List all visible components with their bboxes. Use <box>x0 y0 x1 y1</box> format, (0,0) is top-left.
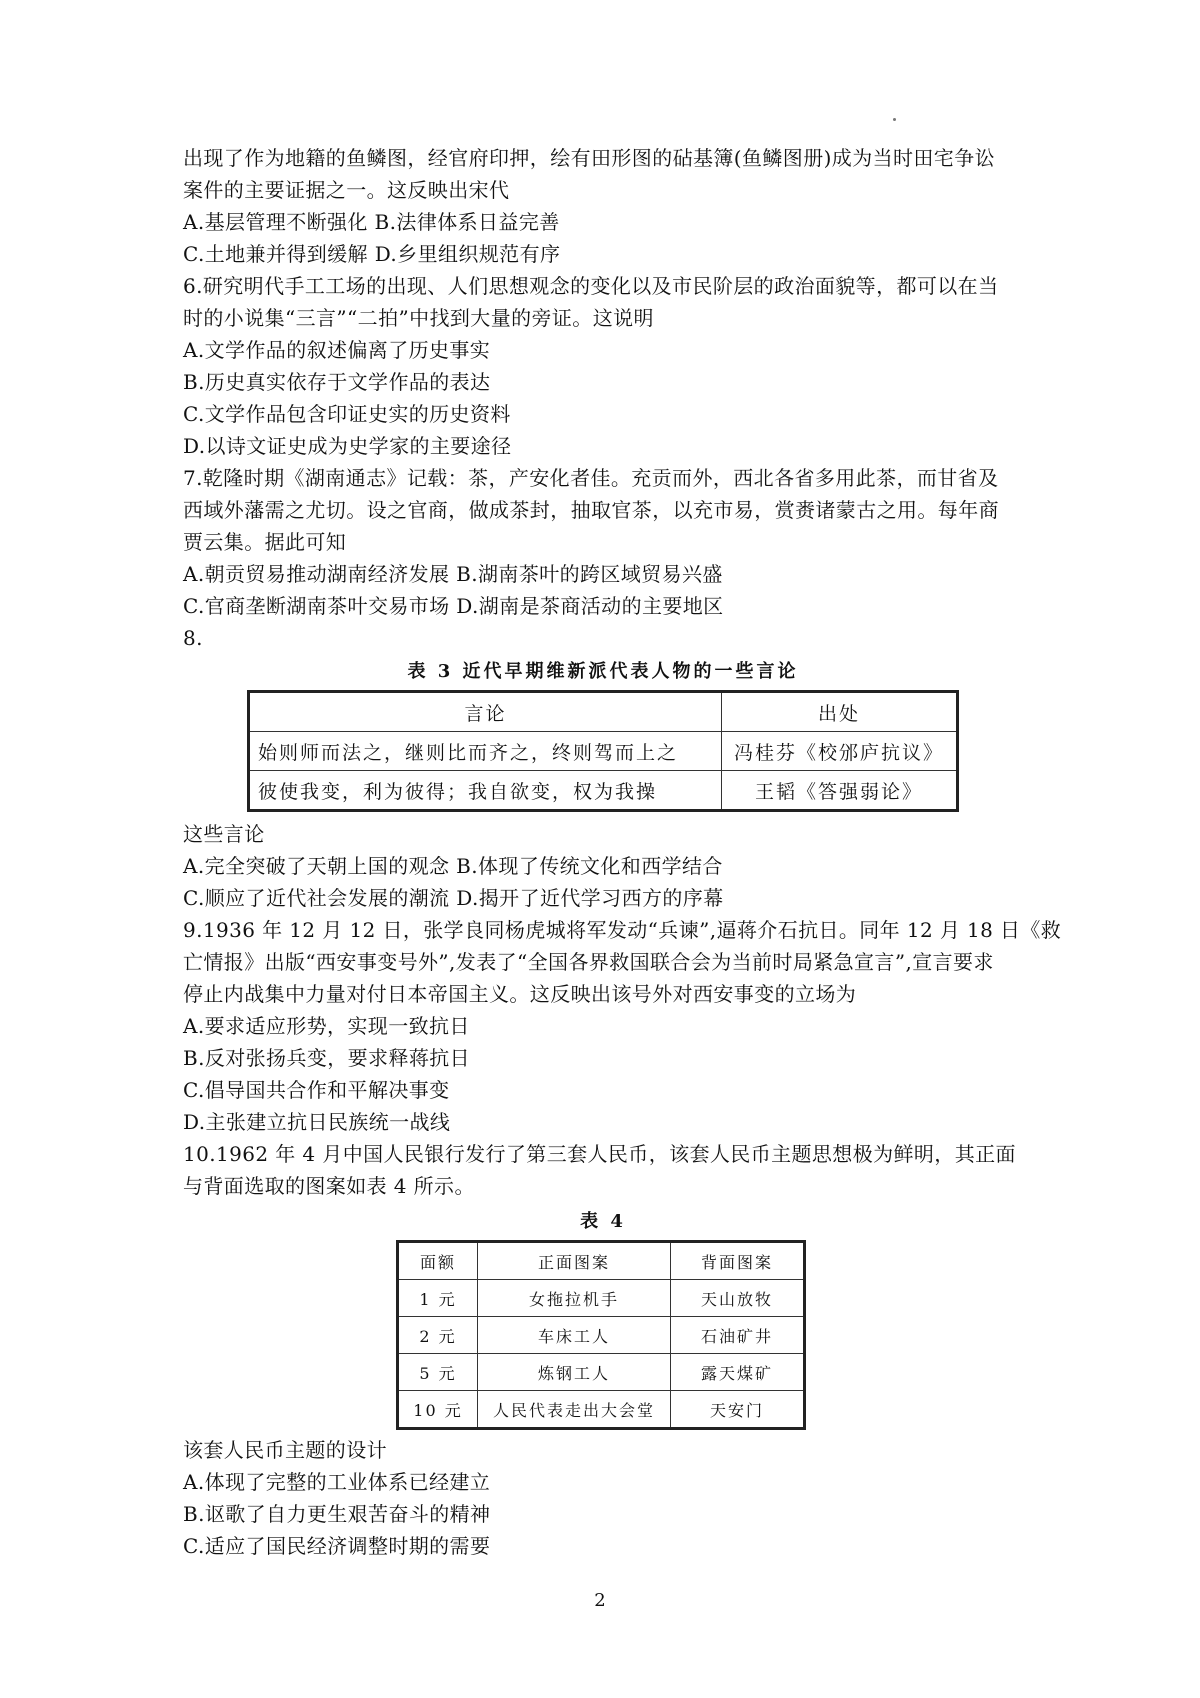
option-line: C.顺应了近代社会发展的潮流 D.揭开了近代学习西方的序幕 <box>183 886 724 910</box>
option-line: A.基层管理不断强化 B.法律体系日益完善 <box>183 210 560 234</box>
table-header-cell: 面额 <box>398 1242 478 1280</box>
table-cell: 石油矿井 <box>671 1317 805 1354</box>
scan-dot <box>893 118 896 121</box>
table-cell: 5 元 <box>398 1354 478 1391</box>
question-9: 9.1936 年 12 月 12 日，张学良同杨虎城将军发动“兵谏”,逼蒋介石抗日。同年 12 月 18 日《救 <box>183 918 1062 942</box>
text-line: 出现了作为地籍的鱼鳞图，经官府印押，绘有田形图的砧基簿(鱼鳞图册)成为当时田宅争讼 <box>183 146 996 170</box>
table-row <box>249 732 958 771</box>
table-cell: 10 元 <box>398 1391 478 1429</box>
table-cell: 露天煤矿 <box>671 1354 805 1391</box>
table-4 <box>396 1240 806 1430</box>
question-6: 6.研究明代手工工场的出现、人们思想观念的变化以及市民阶层的政治面貌等，都可以在当 <box>183 274 999 298</box>
question-7: 7.乾隆时期《湖南通志》记载：茶，产安化者佳。充贡而外，西北各省多用此茶，而甘省及 <box>183 466 999 490</box>
table-cell: 2 元 <box>398 1317 478 1354</box>
table-row <box>398 1317 805 1354</box>
text-line: 亡情报》出版“西安事变号外”,发表了“全国各界救国联合会为当前时局紧急宣言”,宣言要求 <box>183 950 994 974</box>
text-line: 该套人民币主题的设计 <box>183 1438 387 1462</box>
table-header-row <box>249 692 958 732</box>
page-number: 2 <box>594 1590 606 1611</box>
table-cell: 人民代表走出大会堂 <box>478 1391 671 1429</box>
option-line: C.倡导国共合作和平解决事变 <box>183 1078 450 1102</box>
option-line: A.文学作品的叙述偏离了历史事实 <box>183 338 491 362</box>
table-cell: 王韬《答强弱论》 <box>722 771 958 811</box>
table-row <box>398 1354 805 1391</box>
option-line: D.主张建立抗日民族统一战线 <box>183 1110 451 1134</box>
option-line: B.讴歌了自力更生艰苦奋斗的精神 <box>183 1502 491 1526</box>
table-row <box>249 771 958 811</box>
table-header-cell: 背面图案 <box>671 1242 805 1280</box>
table-cell: 彼使我变，利为彼得；我自欲变，权为我操 <box>249 771 722 811</box>
text-line: 贾云集。据此可知 <box>183 530 347 554</box>
option-line: D.以诗文证史成为史学家的主要途径 <box>183 434 512 458</box>
table-cell: 女拖拉机手 <box>478 1280 671 1317</box>
option-line: C.文学作品包含印证史实的历史资料 <box>183 402 511 426</box>
option-line: A.体现了完整的工业体系已经建立 <box>183 1470 491 1494</box>
page-content <box>183 142 1062 1562</box>
option-line: B.历史真实依存于文学作品的表达 <box>183 370 491 394</box>
text-line: 案件的主要证据之一。这反映出宋代 <box>183 178 510 202</box>
table-header-cell: 出处 <box>722 692 958 732</box>
text-line: 这些言论 <box>183 822 265 846</box>
table-header-row <box>398 1242 805 1280</box>
option-line: A.完全突破了天朝上国的观念 B.体现了传统文化和西学结合 <box>183 854 723 878</box>
option-line: A.朝贡贸易推动湖南经济发展 B.湖南茶叶的跨区域贸易兴盛 <box>183 562 723 586</box>
option-line: B.反对张扬兵变，要求释蒋抗日 <box>183 1046 471 1070</box>
table-3-caption: 表 3 近代早期维新派代表人物的一些言论 <box>407 661 799 682</box>
table-cell: 冯桂芬《校邠庐抗议》 <box>722 732 958 771</box>
question-8: 8. <box>183 626 203 650</box>
option-line: C.官商垄断湖南茶叶交易市场 D.湖南是茶商活动的主要地区 <box>183 594 724 618</box>
text-line: 时的小说集“三言”“二拍”中找到大量的旁证。这说明 <box>183 306 654 330</box>
table-header-cell: 言论 <box>249 692 722 732</box>
table-cell: 炼钢工人 <box>478 1354 671 1391</box>
option-line: C.适应了国民经济调整时期的需要 <box>183 1534 491 1558</box>
table-row <box>398 1280 805 1317</box>
table-cell: 车床工人 <box>478 1317 671 1354</box>
question-10: 10.1962 年 4 月中国人民银行发行了第三套人民币，该套人民币主题思想极为鲜明，其正面 <box>183 1142 1016 1166</box>
table-header-cell: 正面图案 <box>478 1242 671 1280</box>
option-line: A.要求适应形势，实现一致抗日 <box>183 1014 470 1038</box>
table-cell: 天安门 <box>671 1391 805 1429</box>
table-cell: 始则师而法之，继则比而齐之，终则驾而上之 <box>249 732 722 771</box>
option-line: C.土地兼并得到缓解 D.乡里组织规范有序 <box>183 242 561 266</box>
table-4-caption: 表 4 <box>580 1211 626 1232</box>
table-cell: 1 元 <box>398 1280 478 1317</box>
text-line: 与背面选取的图案如表 4 所示。 <box>183 1174 475 1198</box>
table-row <box>398 1391 805 1429</box>
text-line: 西域外藩需之尤切。设之官商，做成茶封，抽取官茶，以充市易，赏赉诸蒙古之用。每年商 <box>183 498 999 522</box>
table-cell: 天山放牧 <box>671 1280 805 1317</box>
table-3 <box>247 690 959 812</box>
text-line: 停止内战集中力量对付日本帝国主义。这反映出该号外对西安事变的立场为 <box>183 982 857 1006</box>
